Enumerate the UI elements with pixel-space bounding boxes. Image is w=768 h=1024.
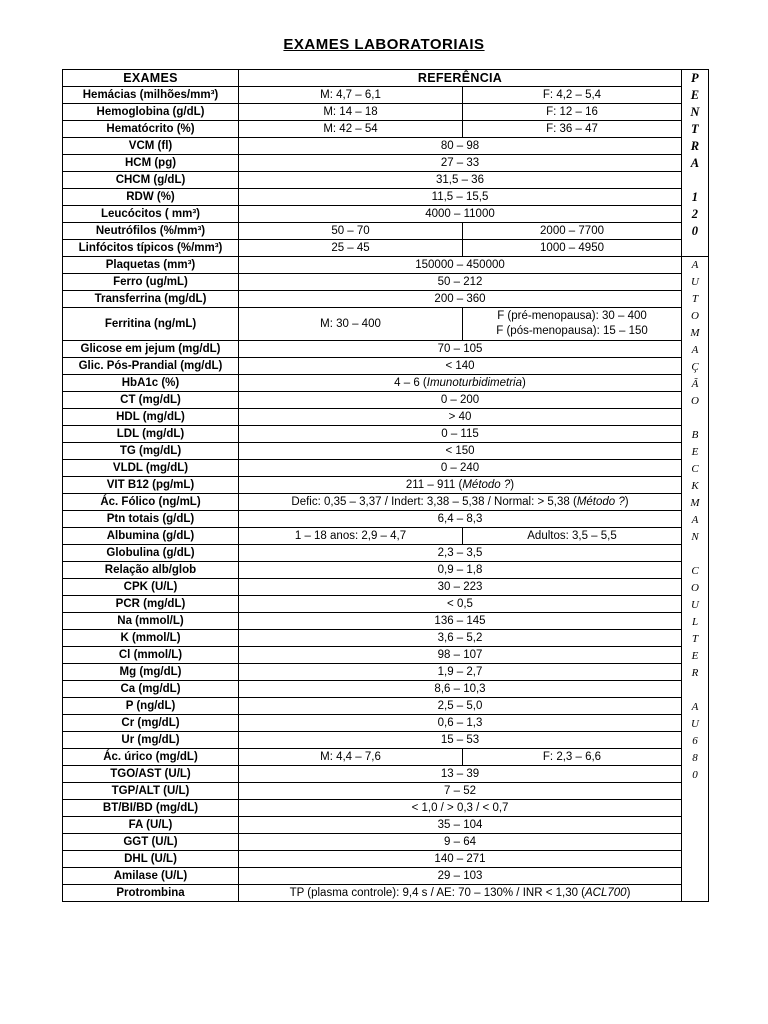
reference-text: 6,4 – 8,3 (437, 512, 483, 525)
exam-name: VIT B12 (pg/mL) (63, 477, 239, 494)
reference-value-f (463, 121, 682, 138)
reference-value (239, 715, 682, 732)
reference-value (239, 206, 682, 223)
exam-name: Ferritina (ng/mL) (63, 308, 239, 341)
reference-value-f (463, 104, 682, 121)
reference-value (239, 409, 682, 426)
table-row (63, 460, 709, 477)
exam-name: Ur (mg/dL) (63, 732, 239, 749)
exam-name: Neutrófilos (%/mm³) (63, 223, 239, 240)
reference-text: 1,9 – 2,7 (437, 665, 483, 678)
exam-name: Glicose em jejum (mg/dL) (63, 341, 239, 358)
table-row (63, 189, 709, 206)
reference-value (239, 698, 682, 715)
exam-name: TGO/AST (U/L) (63, 766, 239, 783)
reference-value (239, 647, 682, 664)
exam-name: TGP/ALT (U/L) (63, 783, 239, 800)
reference-value (239, 375, 682, 392)
table-row (63, 834, 709, 851)
reference-value (239, 596, 682, 613)
table-row (63, 562, 709, 579)
reference-value (239, 392, 682, 409)
reference-text: 9 – 64 (444, 835, 476, 848)
reference-value-m: 1 – 18 anos: 2,9 – 4,7 (239, 528, 463, 545)
reference-text: 27 – 33 (440, 156, 480, 169)
reference-value (239, 443, 682, 460)
table-row (63, 732, 709, 749)
reference-value (239, 834, 682, 851)
exam-name: FA (U/L) (63, 817, 239, 834)
reference-text: 15 – 53 (440, 733, 480, 746)
table-row (63, 851, 709, 868)
reference-text: < 0,5 (447, 597, 473, 610)
exam-name: HDL (mg/dL) (63, 409, 239, 426)
reference-text: 50 – 212 (437, 275, 483, 288)
table-row (63, 409, 709, 426)
reference-value-f-line: F (pré-menopausa): 30 – 400 (497, 310, 647, 322)
exam-name: Hemácias (milhões/mm³) (63, 87, 239, 104)
table-row (63, 783, 709, 800)
table-row (63, 511, 709, 528)
reference-text: 150000 – 450000 (415, 258, 505, 271)
table-row (63, 308, 709, 341)
reference-value-f-line: 2000 – 7700 (540, 224, 604, 237)
beckman-side-label (682, 257, 709, 902)
table-row (63, 426, 709, 443)
exam-name: VLDL (mg/dL) (63, 460, 239, 477)
reference-value (239, 630, 682, 647)
table-row (63, 766, 709, 783)
table-row (63, 172, 709, 189)
reference-text-end: ) (510, 478, 515, 491)
exam-name: Ferro (ug/mL) (63, 274, 239, 291)
reference-text-end: ) (522, 376, 526, 389)
exam-name: HbA1c (%) (63, 375, 239, 392)
reference-value-m: 50 – 70 (239, 223, 463, 240)
reference-text: 31,5 – 36 (436, 173, 484, 186)
exam-name: Ác. Fólico (ng/mL) (63, 494, 239, 511)
reference-value (239, 477, 682, 494)
exam-name: Ptn totais (g/dL) (63, 511, 239, 528)
reference-value (239, 664, 682, 681)
reference-value-f (463, 223, 682, 240)
exam-name: Albumina (g/dL) (63, 528, 239, 545)
exam-name: Na (mmol/L) (63, 613, 239, 630)
exam-name: RDW (%) (63, 189, 239, 206)
table-row (63, 155, 709, 172)
exam-name: CHCM (g/dL) (63, 172, 239, 189)
table-row (63, 477, 709, 494)
exam-name: Linfócitos típicos (%/mm³) (63, 240, 239, 257)
exam-name: Ca (mg/dL) (63, 681, 239, 698)
reference-text: < 150 (445, 444, 475, 457)
side-label-text: A U T O M A Ç Ã O B E C K M A N C O U L T E R A U 6 8 0 (690, 259, 700, 781)
reference-text: 2,5 – 5,0 (437, 699, 483, 712)
reference-text: 35 – 104 (437, 818, 483, 831)
exam-name: Leucócitos ( mm³) (63, 206, 239, 223)
reference-value-f (463, 749, 682, 766)
method-note: Imunoturbidimetria (426, 376, 522, 389)
reference-text: 4000 – 11000 (425, 207, 495, 220)
exam-name: Amilase (U/L) (63, 868, 239, 885)
table-row (63, 291, 709, 308)
exam-name: Hematócrito (%) (63, 121, 239, 138)
table-row (63, 800, 709, 817)
reference-value-m: M: 14 – 18 (239, 104, 463, 121)
exam-name: VCM (fl) (63, 138, 239, 155)
reference-value (239, 172, 682, 189)
exam-name: Glic. Pós-Prandial (mg/dL) (63, 358, 239, 375)
reference-text: 70 – 105 (437, 342, 483, 355)
exam-name: HCM (pg) (63, 155, 239, 172)
reference-value-m: M: 4,4 – 7,6 (239, 749, 463, 766)
reference-value (239, 291, 682, 308)
table-row (63, 664, 709, 681)
reference-value (239, 511, 682, 528)
table-row (63, 817, 709, 834)
reference-text: 30 – 223 (437, 580, 483, 593)
reference-value (239, 732, 682, 749)
reference-value (239, 189, 682, 206)
exam-name: Cl (mmol/L) (63, 647, 239, 664)
reference-text: 211 – 911 ( (405, 478, 463, 491)
reference-value (239, 766, 682, 783)
reference-value (239, 274, 682, 291)
reference-value-f-line: F: 4,2 – 5,4 (542, 88, 602, 101)
method-note: Método ? (576, 495, 625, 508)
reference-value (239, 613, 682, 630)
reference-value-f (463, 87, 682, 104)
table-row (63, 698, 709, 715)
method-note: Método ? (462, 478, 511, 491)
exam-name: Ác. úrico (mg/dL) (63, 749, 239, 766)
reference-text: 136 – 145 (434, 614, 486, 627)
table-row (63, 274, 709, 291)
reference-value-f-line: Adultos: 3,5 – 5,5 (527, 529, 617, 542)
reference-text: 11,5 – 15,5 (431, 190, 489, 203)
table-header-row (63, 70, 709, 87)
table-row (63, 885, 709, 902)
reference-text: 4 – 6 ( (394, 376, 427, 389)
reference-value (239, 868, 682, 885)
table-row (63, 613, 709, 630)
exam-name: LDL (mg/dL) (63, 426, 239, 443)
reference-text: < 140 (445, 359, 475, 372)
exam-name: Relação alb/glob (63, 562, 239, 579)
reference-value-f-line: 1000 – 4950 (540, 241, 604, 254)
reference-value (239, 562, 682, 579)
reference-text: < 1,0 / > 0,3 / < 0,7 (411, 801, 509, 814)
table-row (63, 392, 709, 409)
reference-value-f-line: F: 2,3 – 6,6 (542, 750, 602, 763)
table-row (63, 206, 709, 223)
reference-text: 8,6 – 10,3 (434, 682, 486, 695)
exam-name: GGT (U/L) (63, 834, 239, 851)
table-row (63, 223, 709, 240)
table-row (63, 375, 709, 392)
table-row (63, 749, 709, 766)
reference-text: > 40 (448, 410, 472, 423)
exam-name: Hemoglobina (g/dL) (63, 104, 239, 121)
reference-text: Defic: 0,35 – 3,37 / Indert: 3,38 – 5,38 / Normal: > 5,38 ( (291, 495, 577, 508)
reference-text: 0 – 200 (440, 393, 480, 406)
exam-name: PCR (mg/dL) (63, 596, 239, 613)
table-row (63, 358, 709, 375)
exam-name: Globulina (g/dL) (63, 545, 239, 562)
table-row (63, 545, 709, 562)
table-row (63, 341, 709, 358)
reference-value-m: M: 4,7 – 6,1 (239, 87, 463, 104)
lab-reference-table (62, 69, 709, 902)
reference-value (239, 155, 682, 172)
reference-value-f (463, 240, 682, 257)
reference-value (239, 426, 682, 443)
reference-text: 29 – 103 (437, 869, 483, 882)
reference-value (239, 341, 682, 358)
reference-text-end: ) (624, 495, 629, 508)
reference-text: 7 – 52 (444, 784, 476, 797)
reference-column-header: REFERÊNCIA (239, 70, 682, 87)
table-row (63, 579, 709, 596)
table-row (63, 121, 709, 138)
reference-text: 98 – 107 (437, 648, 483, 661)
reference-value-f-line: F: 36 – 47 (546, 122, 598, 135)
table-row (63, 443, 709, 460)
table-row (63, 630, 709, 647)
reference-value (239, 257, 682, 274)
reference-text: 2,3 – 3,5 (437, 546, 483, 559)
reference-value (239, 138, 682, 155)
exam-name: CPK (U/L) (63, 579, 239, 596)
reference-value (239, 545, 682, 562)
reference-value (239, 851, 682, 868)
exam-name: Protrombina (63, 885, 239, 902)
reference-text: 0 – 115 (441, 427, 479, 440)
reference-text: 200 – 360 (434, 292, 486, 305)
reference-value (239, 800, 682, 817)
exam-name: CT (mg/dL) (63, 392, 239, 409)
side-label-text: P E N T R A 1 2 0 (690, 71, 700, 238)
table-row (63, 715, 709, 732)
reference-value (239, 494, 682, 511)
reference-value-f-line: F: 12 – 16 (546, 105, 598, 118)
method-note: ACL700 (585, 886, 627, 899)
exam-name: Plaquetas (mm³) (63, 257, 239, 274)
reference-value (239, 783, 682, 800)
table-row (63, 257, 709, 274)
reference-value (239, 579, 682, 596)
page-title: EXAMES LABORATORIAIS (283, 36, 485, 53)
reference-text: 0 – 240 (440, 461, 480, 474)
exam-name: P (ng/dL) (63, 698, 239, 715)
exam-name: Cr (mg/dL) (63, 715, 239, 732)
reference-value-f (463, 528, 682, 545)
exam-name: TG (mg/dL) (63, 443, 239, 460)
table-row (63, 240, 709, 257)
reference-value-m: 25 – 45 (239, 240, 463, 257)
reference-value (239, 358, 682, 375)
table-row (63, 87, 709, 104)
reference-value (239, 817, 682, 834)
table-row (63, 528, 709, 545)
reference-value-f (463, 308, 682, 341)
exam-name: K (mmol/L) (63, 630, 239, 647)
reference-text: 80 – 98 (440, 139, 480, 152)
table-row (63, 681, 709, 698)
exam-name: Transferrina (mg/dL) (63, 291, 239, 308)
table-row (63, 868, 709, 885)
table-row (63, 647, 709, 664)
reference-value (239, 885, 682, 902)
reference-value-f-line: F (pós-menopausa): 15 – 150 (496, 325, 648, 337)
table-row (63, 494, 709, 511)
exams-column-header: EXAMES (63, 70, 239, 87)
exam-name: DHL (U/L) (63, 851, 239, 868)
table-row (63, 596, 709, 613)
reference-text: 13 – 39 (440, 767, 480, 780)
reference-text: 0,9 – 1,8 (437, 563, 483, 576)
reference-text: 0,6 – 1,3 (437, 716, 483, 729)
reference-text: 140 – 271 (434, 852, 486, 865)
reference-text: 3,6 – 5,2 (437, 631, 483, 644)
table-row (63, 104, 709, 121)
reference-value (239, 460, 682, 477)
exam-name: Mg (mg/dL) (63, 664, 239, 681)
reference-value-m: M: 42 – 54 (239, 121, 463, 138)
reference-value (239, 681, 682, 698)
reference-text-end: ) (626, 886, 631, 899)
pentra-side-label (682, 70, 709, 257)
exam-name: BT/BI/BD (mg/dL) (63, 800, 239, 817)
table-row (63, 138, 709, 155)
reference-text: TP (plasma controle): 9,4 s / AE: 70 – 130% / INR < 1,30 ( (289, 886, 586, 899)
reference-value-m: M: 30 – 400 (239, 308, 463, 341)
